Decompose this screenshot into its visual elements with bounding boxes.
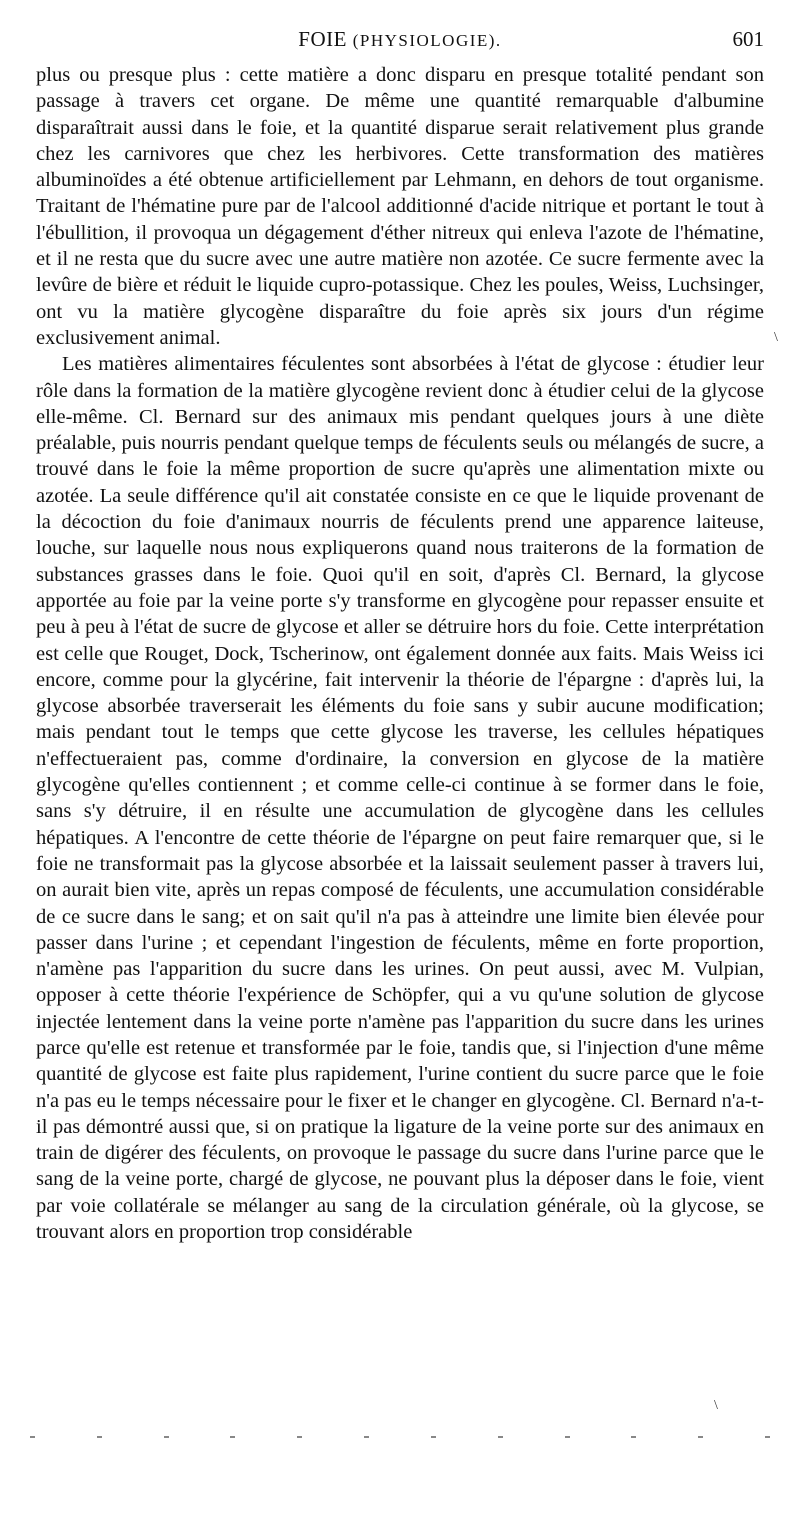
bottom-print-specks <box>30 1436 770 1442</box>
margin-mark-bottom: \ <box>714 1398 718 1413</box>
running-title <box>36 26 764 54</box>
margin-mark-right: \ <box>774 330 778 345</box>
print-speck <box>30 1436 35 1438</box>
print-speck <box>431 1436 436 1438</box>
running-title-main: FOIE <box>298 27 347 51</box>
print-speck <box>631 1436 636 1438</box>
print-speck <box>297 1436 302 1438</box>
paragraph-1: plus ou presque plus : cette matière a donc disparu en presque totalité pendant son passage à travers cet organe. De même une quantité remarquable d'albumine disparaîtrait aussi dans le foie, et la quantité disparue serait relativement plus grande chez les carnivores que chez les herbivores. Cette transformation des matières albuminoïdes a été obtenue artificiellement par Lehmann, en dehors de tout organisme. Traitant de l'hématine pure par de l'alcool additionné d'acide nitrique et portant le tout à l'ébullition, il provoqua un dégagement d'éther nitreux qui enleva l'azote de l'hématine, et il ne resta que du sucre avec une autre matière non azotée. Ce sucre fermente avec la levûre de bière et réduit le liquide cupro-potassique. Chez les poules, Weiss, Luchsinger, ont vu la matière glycogène disparaître du foie après six jours d'un régime exclusivement animal. <box>36 64 764 349</box>
running-title-sub: (PHYSIOLOGIE). <box>352 31 502 50</box>
body-text <box>36 62 764 1245</box>
page-number: 601 <box>732 27 764 51</box>
print-speck <box>565 1436 570 1438</box>
paragraph-2: Les matières alimentaires féculentes sont absorbées à l'état de glycose : étudier leur rôle dans la formation de la matière glycogène revient donc à étudier celui de la glycose elle-même. Cl. Bernard sur des animaux mis pendant quelques jours à une diète préalable, puis nourris pendant quelque temps de féculents seuls ou mélangés de sucre, a trouvé dans le foie la même proportion de sucre qu'après une alimentation mixte ou azotée. La seule différence qu'il ait constatée consiste en ce que le liquide provenant de la décoction du foie d'animaux nourris de féculents prend une apparence laiteuse, louche, sur laquelle nous nous expliquerons quand nous traiterons de la formation de substances grasses dans le foie. Quoi qu'il en soit, d'après Cl. Bernard, la glycose apportée au foie par la veine porte s'y transforme en glycogène pour repasser ensuite et peu à peu à l'état de sucre de glycose et aller se détruire hors du foie. Cette interprétation est celle que Rouget, Dock, Tscherinow, ont également donnée aux faits. Mais Weiss ici encore, comme pour la glycérine, fait intervenir la théorie de l'épargne : d'après lui, la glycose absorbée traverserait les éléments du foie sans y subir aucune modification; mais pendant tout le temps que cette glycose les traverse, les cellules hépatiques n'effectueraient pas, comme d'ordinaire, la conversion en glycose de la matière glycogène qu'elles contiennent ; et comme celle-ci continue à se former dans le foie, sans s'y détruire, il en résulte une accumulation de glycogène dans les cellules hépatiques. A l'encontre de cette théorie de l'épargne on peut faire remarquer que, si le foie ne transformait pas la glycose absorbée et la laissait seulement passer à travers lui, on aurait bien vite, après un repas composé de féculents, une accumulation considérable de ce sucre dans le sang; et on sait qu'il n'a pas à atteindre une limite bien élevée pour passer dans l'urine ; et cependant l'ingestion de féculents, même en forte proportion, n'amène pas l'apparition du sucre dans les urines. On peut aussi, avec M. Vulpian, opposer à cette théorie l'expérience de Schöpfer, qui a vu qu'une solution de glycose injectée lentement dans la veine porte n'amène pas l'apparition du sucre dans les urines parce qu'elle est retenue et transformée par le foie, tandis que, si l'injection d'une même quantité de glycose est faite plus rapidement, l'urine contient du sucre parce que le foie n'a pas eu le temps nécessaire pour le fixer et le changer en glycogène. Cl. Bernard n'a-t-il pas démontré aussi que, si on pratique la ligature de la veine porte sur des animaux en train de digérer des féculents, on provoque le passage du sucre dans l'urine parce que le sang de la veine porte, chargé de glycose, ne pouvant plus la déposer dans le foie, vient par voie collatérale se mélanger au sang de la circulation générale, où la glycose, se trouvant alors en proportion trop considérable <box>36 353 764 1244</box>
print-speck <box>364 1436 369 1438</box>
running-head <box>36 26 764 52</box>
print-speck <box>164 1436 169 1438</box>
print-speck <box>498 1436 503 1438</box>
print-speck <box>230 1436 235 1438</box>
print-speck <box>97 1436 102 1438</box>
print-speck <box>698 1436 703 1438</box>
print-speck <box>765 1436 770 1438</box>
